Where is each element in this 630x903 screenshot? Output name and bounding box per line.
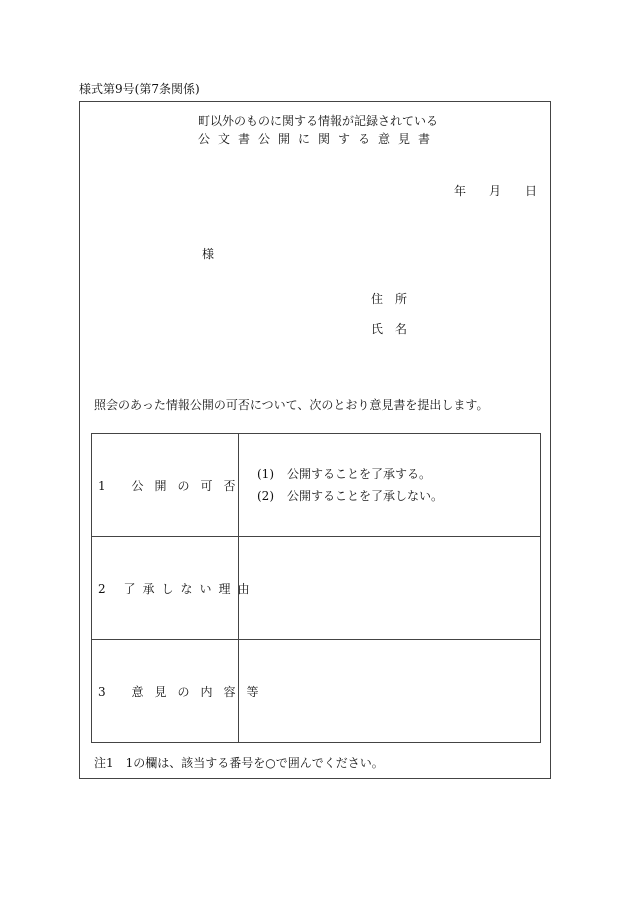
date-month-label: 月 [489,184,502,198]
form-title-line1: 町以外のものに関する情報が記録されている [198,114,439,128]
footnote: 注1 1の欄は、該当する番号を○で囲んでください。 [94,756,384,770]
table-row [92,640,541,743]
form-title-line2: 公文書公開に関する意見書 [198,132,439,146]
option-number: (1) [257,467,274,481]
form-number: 様式第9号(第7条関係) [79,82,200,96]
address-label: 住所 [371,292,420,306]
option-text: 公開することを了承しない。 [287,489,444,503]
table-row [92,537,541,640]
reason-field[interactable] [239,537,541,640]
row-label: 1 公開の可否 [98,478,247,493]
date-year-label: 年 [454,184,467,198]
table-row [92,434,541,537]
option-disapprove[interactable] [239,485,540,507]
row-label-cell [92,434,247,537]
disclosure-options-cell[interactable] [239,434,541,537]
date-day-label: 日 [525,184,538,198]
name-label: 氏名 [371,322,420,336]
form-frame [79,101,551,779]
option-number: (2) [257,489,274,503]
opinion-table [91,433,541,743]
row-label-cell [92,537,257,640]
option-text: 公開することを了承する。 [287,467,432,481]
option-approve[interactable] [239,463,540,485]
row-label: 2 了承しない理由 [98,581,257,596]
statement-text: 照会のあった情報公開の可否について、次のとおり意見書を提出します。 [94,398,489,412]
row-label-cell [92,640,270,743]
row-label: 3 意見の内容等 [98,684,270,699]
addressee-suffix: 様 [202,247,215,261]
opinion-content-field[interactable] [239,640,541,743]
